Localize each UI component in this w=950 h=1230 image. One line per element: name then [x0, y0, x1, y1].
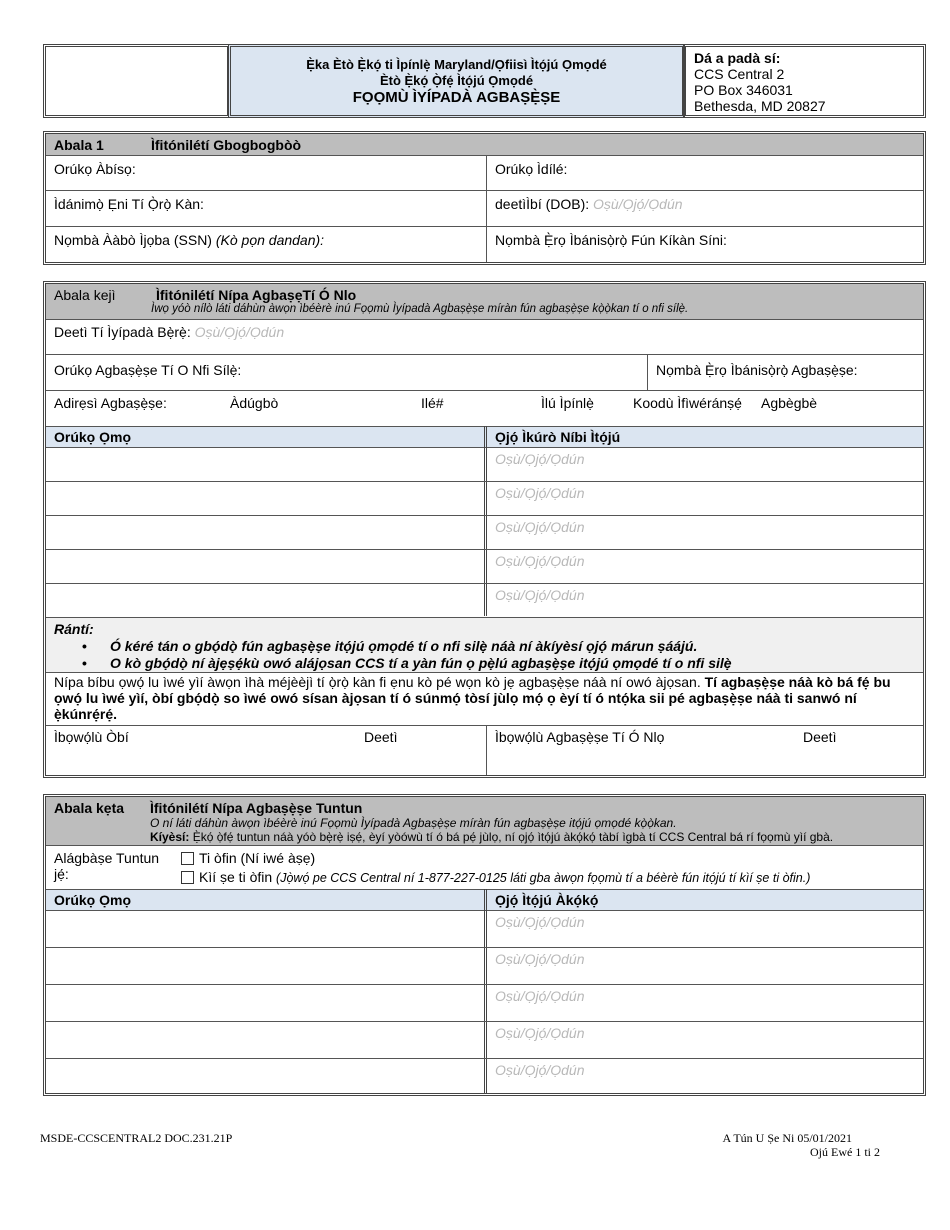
notice-label: Rántí: — [54, 621, 94, 637]
section2-header — [46, 284, 923, 320]
row-date-placeholder: Oṣù/Ọjọ́/Ọdún — [495, 951, 585, 967]
notice-bullet2-dot: • — [82, 655, 87, 671]
change-date-label-text: Deetì Tí Ìyípadà Bẹ̀rẹ̀: — [54, 324, 191, 340]
section3-title: Ìfitónilétí Nípa Agbaṣẹ̀ṣe Tuntun — [150, 800, 363, 816]
provider-sig-label: Ìbọwọ́lù Agbaṣẹ̀ṣe Tí Ó Nlọ — [495, 729, 665, 745]
new-col-date: Ọjọ́ Ìtọ́jú Àkọ́kọ́ — [495, 892, 599, 908]
agency-line1: Ẹ̀ka Ètò Ẹ̀kọ́ ti Ìpínlẹ̀ Maryland/Ọfiisì Ìtọ́jú Ọmọdé — [306, 57, 607, 72]
notice-box — [46, 618, 923, 673]
table-row[interactable] — [46, 1021, 923, 1059]
provider-date-label: Deetì — [803, 729, 837, 745]
signature-statement — [54, 674, 916, 722]
provider-name-field[interactable] — [46, 355, 646, 389]
section1-title: Ìfitónilétí Gbogbogbòò — [151, 137, 302, 153]
address-line2: PO Box 346031 — [694, 82, 793, 98]
change-date-label — [54, 324, 284, 340]
ssn-label-text: Nọmbà Ààbò Ìjọba (SSN) — [54, 232, 212, 248]
ssn-label — [54, 232, 324, 248]
new-provider-type — [46, 846, 923, 889]
notice-bullet1-dot: • — [82, 638, 87, 654]
section3-key-label: Kíyèsí: — [150, 830, 190, 844]
licensed-option-label: Ti òfin (Ní iwé àṣẹ) — [199, 850, 316, 866]
leaving-col-child: Orúkọ Ọmọ — [54, 429, 132, 445]
section3-header — [46, 797, 923, 846]
first-name-label: Orúkọ Àbísọ: — [54, 161, 136, 177]
row-date-placeholder: Oṣù/Ọjọ́/Ọdún — [495, 451, 585, 467]
section2-subtitle: Ìwọ yóò nílò láti dáhùn àwọn ìbéèrè inú Fọọmù Ìyípadà Agbaṣẹ̀ṣe míràn fún agbaṣẹ̀ṣe kọ̀ọ̀kan tí o nfi sílẹ̀. — [151, 303, 689, 315]
new-provider-label-2: jẹ́: — [54, 866, 69, 882]
header-title-cell — [228, 44, 685, 118]
signature-statement-normal: Nípa bíbu ọwọ́ lu ìwé yìí àwọn ìhà méjèèjì tí ọ̀rọ̀ kàn fi ẹnu kò pé wọn kò jẹ agbaṣẹ̀ṣe náà ní owó àjọsan. — [54, 674, 705, 690]
city-label: Ìlú Ìpínlẹ̀ — [541, 395, 594, 411]
row-date-placeholder: Oṣù/Ọjọ́/Ọdún — [495, 553, 585, 569]
provider-address-field[interactable] — [46, 391, 923, 425]
address-line1: CCS Central 2 — [694, 66, 785, 82]
table-row[interactable] — [46, 583, 923, 618]
case-id-field[interactable] — [46, 191, 486, 226]
house-label: Ilé# — [421, 395, 444, 411]
parent-sig-label: Ìbọwọ́lù Òbí — [54, 729, 129, 745]
section1 — [43, 131, 926, 265]
provider-phone-label: Nọmbà Ẹ̀rọ Ìbánisọ̀rọ̀ Agbaṣẹ̀ṣe: — [656, 362, 858, 378]
row-date-placeholder: Oṣù/Ọjọ́/Ọdún — [495, 914, 585, 930]
header-address-cell — [683, 44, 926, 118]
phone-label: Nọmbà Ẹ̀rọ Ìbánisọ̀rọ̀ Fún Kíkàn Síni: — [495, 232, 727, 248]
send-to-label: Dá a padà sí: — [694, 50, 781, 66]
licensed-checkbox[interactable] — [181, 852, 194, 865]
table-row[interactable] — [46, 1058, 923, 1093]
dob-label-text: deetìÌbí (DOB): — [495, 196, 590, 212]
provider-phone-field[interactable] — [648, 355, 923, 389]
section3-subtitle: O ní láti dáhùn àwọn ìbéèrè inú Fọọmù Ìyípadà Agbaṣẹ̀ṣe míràn fún agbaṣẹ̀ṣe itọ́jú ọmọdé kọ̀ọ̀kan. — [150, 816, 677, 830]
section3-key — [150, 830, 833, 844]
parent-signature-field[interactable] — [46, 726, 486, 775]
section3 — [43, 794, 926, 1096]
notice-bullet1: Ó kéré tán o gbọ́dọ̀ fún agbaṣẹ̀ṣe itọ́jú ọmọdé tí o nfi silẹ̀ náà ní àkíyèsí ọjọ́ márun ṣáájú. — [110, 638, 698, 654]
address-line3: Bethesda, MD 20827 — [694, 98, 826, 114]
section2-label: Abala kejì — [54, 287, 116, 303]
table-row[interactable] — [46, 481, 923, 516]
unlicensed-option — [199, 869, 810, 885]
table-row[interactable] — [46, 910, 923, 948]
table-row[interactable] — [46, 947, 923, 985]
last-name-field[interactable] — [487, 156, 923, 190]
address-label: Adirẹsì Agbaṣẹ̀ṣe: — [54, 395, 167, 411]
case-id-label: Ìdánimọ̀ Ẹni Tí Ọ̀rọ̀ Kàn: — [54, 196, 204, 212]
ssn-field[interactable] — [46, 227, 486, 262]
row-date-placeholder: Oṣù/Ọjọ́/Ọdún — [495, 988, 585, 1004]
section2-title: Ìfitónilétí Nípa AgbaṣẹTí Ó Nlo — [156, 287, 357, 303]
section1-label: Abala 1 — [54, 137, 104, 153]
row-date-placeholder: Oṣù/Ọjọ́/Ọdún — [495, 519, 585, 535]
header-logo-cell — [43, 44, 230, 118]
change-date-placeholder: Oṣù/Ọjọ́/Ọdún — [194, 324, 285, 340]
row-date-placeholder: Oṣù/Ọjọ́/Ọdún — [495, 587, 585, 603]
ssn-note: (Kò pọn dandan): — [215, 232, 325, 248]
section1-header — [46, 134, 923, 156]
change-date-field[interactable] — [46, 320, 923, 354]
signature-statement-bold: Tí agbaṣẹ̀ṣe náà kò bá fẹ́ bu ọwọ́ lu ìwé yìí, òbí gbọ́dọ̀ so ìwé owó sísan àjọsan tí ó súnmọ́ tòsí jùlọ mọ́ ọ èyí tí ó ntọ́ka sii pé agbaṣẹ̀ṣe náà ti sanwó ní ẹ̀kúnrẹ́rẹ́. — [54, 674, 891, 722]
provider-signature-field[interactable] — [487, 726, 923, 775]
dob-field[interactable] — [487, 191, 923, 226]
footer-doc-code: MSDE-CCSCENTRAL2 DOC.231.21P — [40, 1131, 233, 1145]
section2 — [43, 281, 926, 778]
dob-label — [495, 196, 683, 212]
section3-label: Abala kẹta — [54, 800, 125, 816]
zip-label: Koodù Ìfìwéránṣẹ́ — [633, 395, 742, 411]
table-row[interactable] — [46, 447, 923, 482]
row-date-placeholder: Oṣù/Ọjọ́/Ọdún — [495, 1025, 585, 1041]
section3-key-text: Ẹ̀kọ́ ọ̀fẹ́ tuntun náà yóò bẹ̀rẹ̀ iṣẹ́, èyí yòówù tí ó bá pẹ́ jùlọ, ní ọjọ́ ìtọ́jú àkọ́kọ́ tàbí ìgbà tí CCS Central bá rí fọọmù yìí gbà. — [192, 830, 834, 844]
unlicensed-option-note: (Jọ̀wọ́ pe CCS Central ní 1-877-227-0125 láti gba àwọn fọọmù tí a béèrè fún itọ́jú tí kìí ṣe ti òfin.) — [276, 871, 811, 885]
notice-bullet2: O kò gbọ́dọ̀ ní àjẹṣẹ́kù owó alájọsan CCS tí a yàn fún ọ pẹ̀lú agbaṣẹ̀ṣe itọ́jú ọmọdé tí o nfi silẹ̀ — [110, 655, 732, 671]
footer-revision: A Tún U Ṣe Ni 05/01/2021 — [722, 1131, 852, 1145]
phone-field[interactable] — [487, 227, 923, 262]
table-row[interactable] — [46, 515, 923, 550]
street-label: Àdúgbò — [230, 395, 279, 411]
unlicensed-checkbox[interactable] — [181, 871, 194, 884]
new-col-child: Orúkọ Ọmọ — [54, 892, 132, 908]
row-date-placeholder: Oṣù/Ọjọ́/Ọdún — [495, 1062, 585, 1078]
form-title: FỌỌMÙ ÌYÍPADÀ AGBAṢẸ̀ṢE — [352, 89, 561, 106]
table-row[interactable] — [46, 984, 923, 1022]
dob-placeholder: Oṣù/Ọjọ́/Ọdún — [593, 196, 683, 212]
last-name-label: Orúkọ Ìdílé: — [495, 161, 568, 177]
provider-name-label: Orúkọ Agbaṣẹ̀ṣe Tí O Nfi Sílẹ̀: — [54, 362, 242, 378]
leaving-col-date: Ọjọ́ Ìkúrò Níbi Ìtọ́jú — [495, 429, 621, 445]
first-name-field[interactable] — [46, 156, 486, 190]
agency-line2: Ètò Ẹ̀kọ́ Ọ̀fẹ́ Ìtọ́jú Ọmọdé — [379, 73, 534, 88]
new-provider-label-1: Alágbàṣe Tuntun — [54, 850, 160, 866]
footer-page-number: Ojú Ewé 1 ti 2 — [810, 1145, 880, 1159]
region-label: Agbègbè — [761, 395, 818, 411]
table-row[interactable] — [46, 549, 923, 584]
unlicensed-option-label: Kìí ṣe ti òfin — [199, 869, 273, 885]
row-date-placeholder: Oṣù/Ọjọ́/Ọdún — [495, 485, 585, 501]
parent-date-label: Deetì — [364, 729, 398, 745]
